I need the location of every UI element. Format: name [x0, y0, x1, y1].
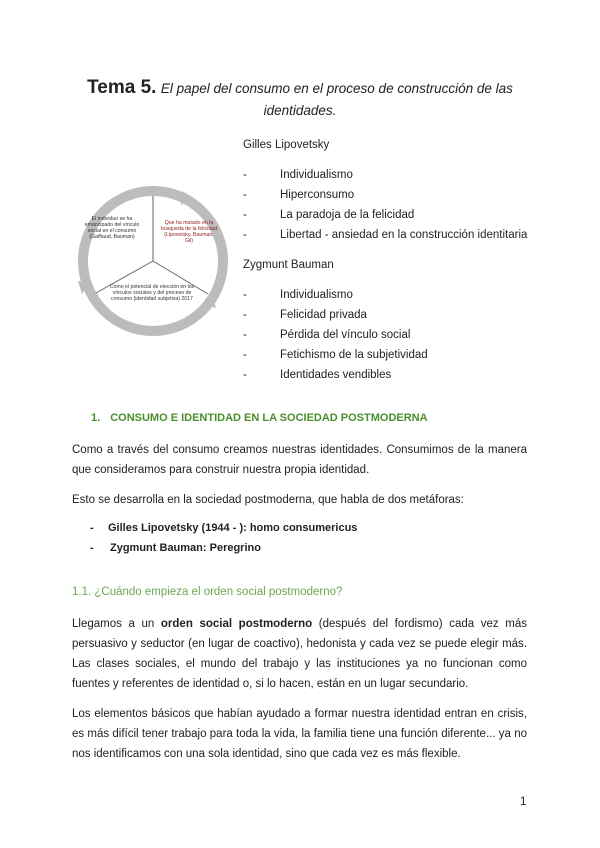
- topic-subtitle-line2: identidades.: [263, 103, 337, 118]
- page-number: 1: [520, 796, 527, 808]
- paragraph: Como a través del consumo creamos nuestras identidades. Consumimos de la manera que consideramos para construir nuestra propia identidad.: [72, 444, 527, 476]
- cycle-diagram-graphic: [60, 176, 245, 346]
- diagram-left-text: El individuo se ha emancipado del vínculo social en el consumo (Gaffiaud, Bauman): [84, 216, 140, 240]
- paragraph: Llegamos a un orden social postmoderno (después del fordismo) cada vez más persuasivo y seductor (en lugar de coactivo), hedonista y cada vez se puede elegir más. Las clases sociales, el mundo del trabajo y las instituciones ya no funcionan como fuentes y referentes de identidad o, si lo hacen, están en un lugar secundario.: [72, 618, 527, 690]
- cycle-diagram: [60, 176, 245, 346]
- page-title: [0, 73, 600, 104]
- subsection-heading: 1.1. ¿Cuándo empieza el orden social postmoderno?: [72, 586, 343, 598]
- paragraph: Los elementos básicos que habían ayudado a formar nuestra identidad entran en crisis, es más difícil tener trabajo para toda la vida, la familia tiene una función diferente... ya no nos identificamos con una sola identidad, sino que cada vez es más flexible.: [72, 708, 527, 760]
- diagram-bottom-text: Como el potencial de elección en los vínculos sociales y del proceso de consumo (identidad subjetiva) 2017: [109, 284, 195, 302]
- topic-subtitle: El papel del consumo en el proceso de construcción de las: [160, 81, 513, 96]
- author-bauman: Zygmunt Bauman: [243, 259, 334, 271]
- section-heading: 1. CONSUMO E IDENTIDAD EN LA SOCIEDAD POSTMODERNA: [91, 412, 428, 424]
- diagram-right-text: Que ha mutado en la búsqueda de la felicidad (Lipovetsky, Bauman, Gil): [161, 220, 217, 244]
- author-lipovetsky: Gilles Lipovetsky: [243, 139, 330, 151]
- paragraph: Esto se desarrolla en la sociedad postmoderna, que habla de dos metáforas:: [72, 494, 464, 506]
- topic-number: Tema 5.: [87, 77, 157, 98]
